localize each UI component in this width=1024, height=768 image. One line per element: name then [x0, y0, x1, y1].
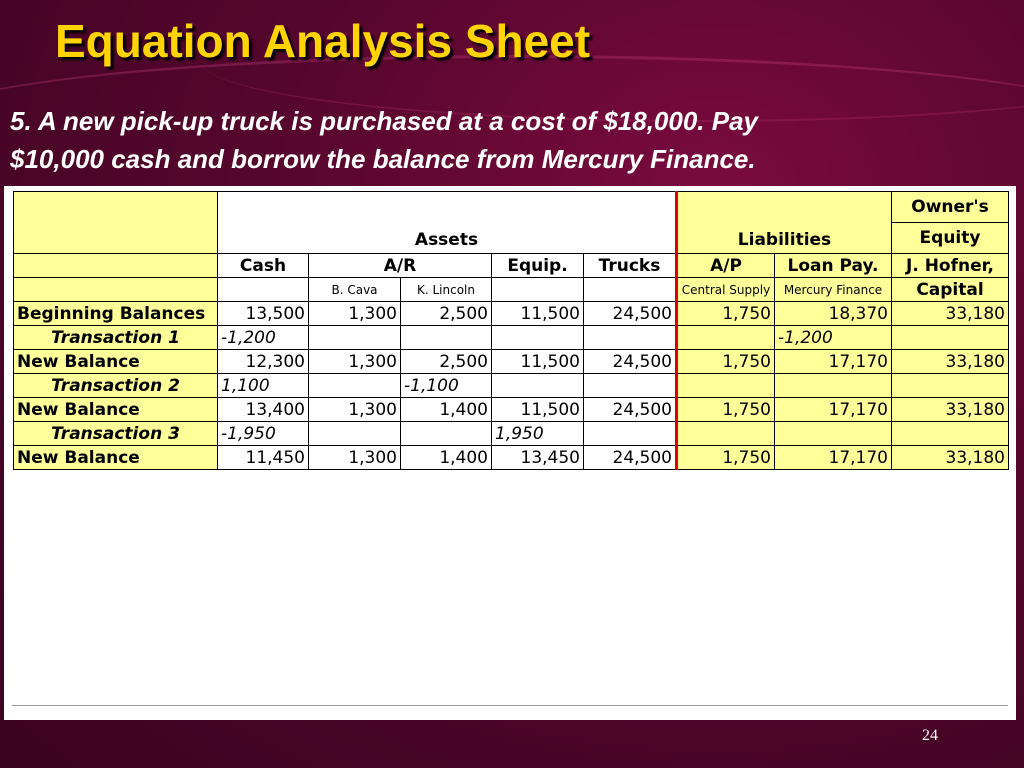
cell-capital — [892, 422, 1009, 446]
owners-equity-header-line2: Equity — [892, 223, 1009, 254]
row-label: Transaction 1 — [14, 326, 218, 350]
worksheet-panel — [4, 186, 1016, 720]
cell-ar-cava: 1,300 — [309, 350, 401, 374]
cell-loan — [775, 374, 892, 398]
subcol-equip-empty — [492, 278, 584, 302]
cell-cash: 12,300 — [218, 350, 309, 374]
subcol-ar-cava: B. Cava — [309, 278, 401, 302]
cell-cash: -1,200 — [218, 326, 309, 350]
cell-capital — [892, 326, 1009, 350]
equation-analysis-table — [13, 191, 1009, 470]
header-row-columns — [14, 254, 1009, 278]
cell-cash: 13,400 — [218, 398, 309, 422]
subcol-cash-empty — [218, 278, 309, 302]
assets-group-header: Assets — [218, 192, 677, 254]
slide-title: Equation Analysis Sheet — [55, 15, 591, 67]
cell-equip: 1,950 — [492, 422, 584, 446]
header-row-groups — [14, 192, 1009, 223]
cell-loan — [775, 422, 892, 446]
cell-capital: 33,180 — [892, 350, 1009, 374]
col-ap: A/P — [677, 254, 775, 278]
transaction-row — [14, 422, 1009, 446]
question-text — [10, 102, 1020, 178]
cell-equip: 11,500 — [492, 302, 584, 326]
col-loan: Loan Pay. — [775, 254, 892, 278]
row-label: Transaction 2 — [14, 374, 218, 398]
owners-equity-header-line1: Owner's — [892, 192, 1009, 223]
cell-cash: 13,500 — [218, 302, 309, 326]
cell-ar-cava: 1,300 — [309, 302, 401, 326]
cell-ar-cava: 1,300 — [309, 446, 401, 470]
cell-equip: 13,450 — [492, 446, 584, 470]
row-label: Transaction 3 — [14, 422, 218, 446]
row-label: Beginning Balances — [14, 302, 218, 326]
cell-ar-lincoln: 1,400 — [401, 398, 492, 422]
col-capital: J. Hofner, — [892, 254, 1009, 278]
col-cash: Cash — [218, 254, 309, 278]
header-corner — [14, 192, 218, 254]
cell-trucks — [584, 374, 677, 398]
question-line-2: $10,000 cash and borrow the balance from Mercury Finance. — [10, 144, 756, 174]
cell-ar-cava: 1,300 — [309, 398, 401, 422]
cell-ar-cava — [309, 326, 401, 350]
cell-ar-cava — [309, 422, 401, 446]
balance-row — [14, 350, 1009, 374]
cell-trucks — [584, 422, 677, 446]
cell-ap: 1,750 — [677, 350, 775, 374]
cell-ap — [677, 326, 775, 350]
cell-ap: 1,750 — [677, 398, 775, 422]
cell-capital: 33,180 — [892, 398, 1009, 422]
cell-ap — [677, 374, 775, 398]
subcol-capital: Capital — [892, 278, 1009, 302]
cell-ar-cava — [309, 374, 401, 398]
cell-loan: 17,170 — [775, 350, 892, 374]
cell-cash: 11,450 — [218, 446, 309, 470]
page-number: 24 — [922, 727, 938, 744]
question-line-1: 5. A new pick-up truck is purchased at a cost of $18,000. Pay — [10, 106, 759, 136]
col-equip: Equip. — [492, 254, 584, 278]
cell-ap — [677, 422, 775, 446]
cell-trucks: 24,500 — [584, 350, 677, 374]
cell-ap: 1,750 — [677, 446, 775, 470]
cell-loan: 17,170 — [775, 398, 892, 422]
liabilities-group-header: Liabilities — [677, 192, 892, 254]
col-trucks: Trucks — [584, 254, 677, 278]
balance-row — [14, 446, 1009, 470]
header-row-subcolumns — [14, 278, 1009, 302]
cell-ar-lincoln: 2,500 — [401, 302, 492, 326]
cell-trucks: 24,500 — [584, 446, 677, 470]
cell-loan: -1,200 — [775, 326, 892, 350]
cell-trucks — [584, 326, 677, 350]
cell-trucks: 24,500 — [584, 302, 677, 326]
cell-equip: 11,500 — [492, 350, 584, 374]
cell-capital: 33,180 — [892, 302, 1009, 326]
cell-ar-lincoln: 1,400 — [401, 446, 492, 470]
cell-cash: -1,950 — [218, 422, 309, 446]
transaction-row — [14, 374, 1009, 398]
cell-ap: 1,750 — [677, 302, 775, 326]
cell-equip: 11,500 — [492, 398, 584, 422]
cell-trucks: 24,500 — [584, 398, 677, 422]
cell-ar-lincoln — [401, 422, 492, 446]
subheader-label-cell — [14, 278, 218, 302]
cell-equip — [492, 374, 584, 398]
cell-ar-lincoln: -1,100 — [401, 374, 492, 398]
cell-ar-lincoln: 2,500 — [401, 350, 492, 374]
cell-capital: 33,180 — [892, 446, 1009, 470]
balance-row — [14, 398, 1009, 422]
cell-loan: 17,170 — [775, 446, 892, 470]
subcol-ap-supplier: Central Supply — [677, 278, 775, 302]
subcol-trucks-empty — [584, 278, 677, 302]
panel-bottom-rule — [12, 705, 1008, 706]
cell-equip — [492, 326, 584, 350]
row-label: New Balance — [14, 398, 218, 422]
row-label: New Balance — [14, 446, 218, 470]
header-label-cell — [14, 254, 218, 278]
transaction-row — [14, 326, 1009, 350]
col-ar: A/R — [309, 254, 492, 278]
cell-ar-lincoln — [401, 326, 492, 350]
row-label: New Balance — [14, 350, 218, 374]
cell-capital — [892, 374, 1009, 398]
subcol-loan-lender: Mercury Finance — [775, 278, 892, 302]
subcol-ar-lincoln: K. Lincoln — [401, 278, 492, 302]
balance-row — [14, 302, 1009, 326]
cell-loan: 18,370 — [775, 302, 892, 326]
cell-cash: 1,100 — [218, 374, 309, 398]
